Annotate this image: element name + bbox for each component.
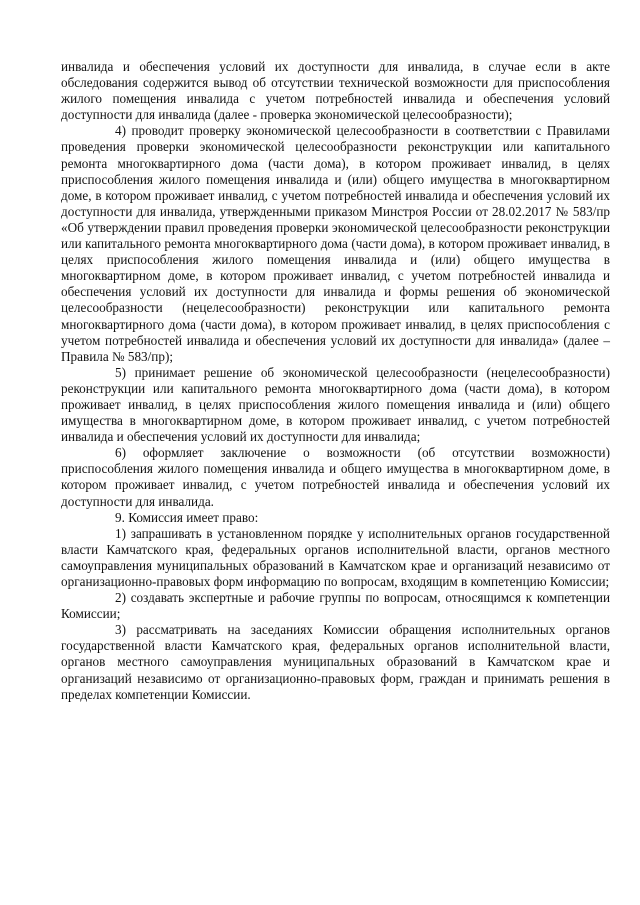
paragraph-right-1: 1) запрашивать в установленном порядке у исполнительных органов государственной власти Камчатского края, федеральных органов исполнительной власти, органов местного самоуправления муниципальных образований в Камчатском крае и организаций независимо от организационно-правовых форм информацию по вопросам, входящим в компетенцию Комиссии; [61, 525, 610, 589]
document-page [61, 59, 610, 703]
paragraph-section-9: 9. Комиссия имеет право: [115, 509, 259, 525]
paragraph-item-6: 6) оформляет заключение о возможности (об отсутствии возможности) приспособления жилого помещения инвалида и общего имущества в многоквартирном доме, в котором проживает инвалид, с учетом потребностей инвалида и обеспечения условий их доступности для инвалида. [61, 445, 610, 509]
paragraph-item-5: 5) принимает решение об экономической целесообразности (нецелесообразности) реконструкции или капитального ремонта многоквартирного дома (части дома), в котором проживает инвалид, в целях приспособления жилого помещения инвалида и (или) общего имущества в многоквартирном доме, в котором проживает инвалид, с учетом потребностей инвалида и обеспечения условий их доступности для инвалида; [61, 364, 610, 445]
paragraph-continuation: инвалида и обеспечения условий их доступности для инвалида, в случае если в акте обследования содержится вывод об отсутствии технической возможности для приспособления жилого помещения инвалида с учетом потребностей инвалида и обеспечения условий доступности для инвалида (далее - проверка экономической целесообразности); [61, 59, 610, 123]
paragraph-right-2: 2) создавать экспертные и рабочие группы по вопросам, относящимся к компетенции Комиссии; [61, 590, 610, 622]
paragraph-right-3: 3) рассматривать на заседаниях Комиссии обращения исполнительных органов государственной власти Камчатского края, федеральных органов исполнительной власти, органов местного самоуправления муниципальных образований в Камчатском крае и организаций независимо от организационно-правовых форм, граждан и принимать решения в пределах компетенции Комиссии. [61, 622, 610, 702]
paragraph-item-4: 4) проводит проверку экономической целесообразности в соответствии с Правилами проведения проверки экономической целесообразности реконструкции или капитального ремонта многоквартирного дома (части дома), в котором проживает инвалид, в целях приспособления жилого помещения инвалида и (или) общего имущества в многоквартирном доме, в котором проживает инвалид, с учетом потребностей инвалида и обеспечения условий их доступности для инвалида, утвержденными приказом Минстроя России от 28.02.2017 № 583/пр «Об утверждении правил проведения проверки экономической целесообразности реконструкции или капитального ремонта многоквартирного дома (части дома), в котором проживает инвалид, в целях приспособления жилого помещения инвалида и (или) общего имущества в многоквартирном доме, в котором проживает инвалид, с учетом потребностей инвалида и обеспечения условий их доступности для инвалида и формы решения об экономической целесообразности (нецелесообразности) реконструкции или капитального ремонта многоквартирного дома (части дома), в котором проживает инвалид, в целях приспособления с учетом потребностей инвалида и обеспечения условий их доступности для инвалида» (далее – Правила № 583/пр); [61, 123, 610, 364]
